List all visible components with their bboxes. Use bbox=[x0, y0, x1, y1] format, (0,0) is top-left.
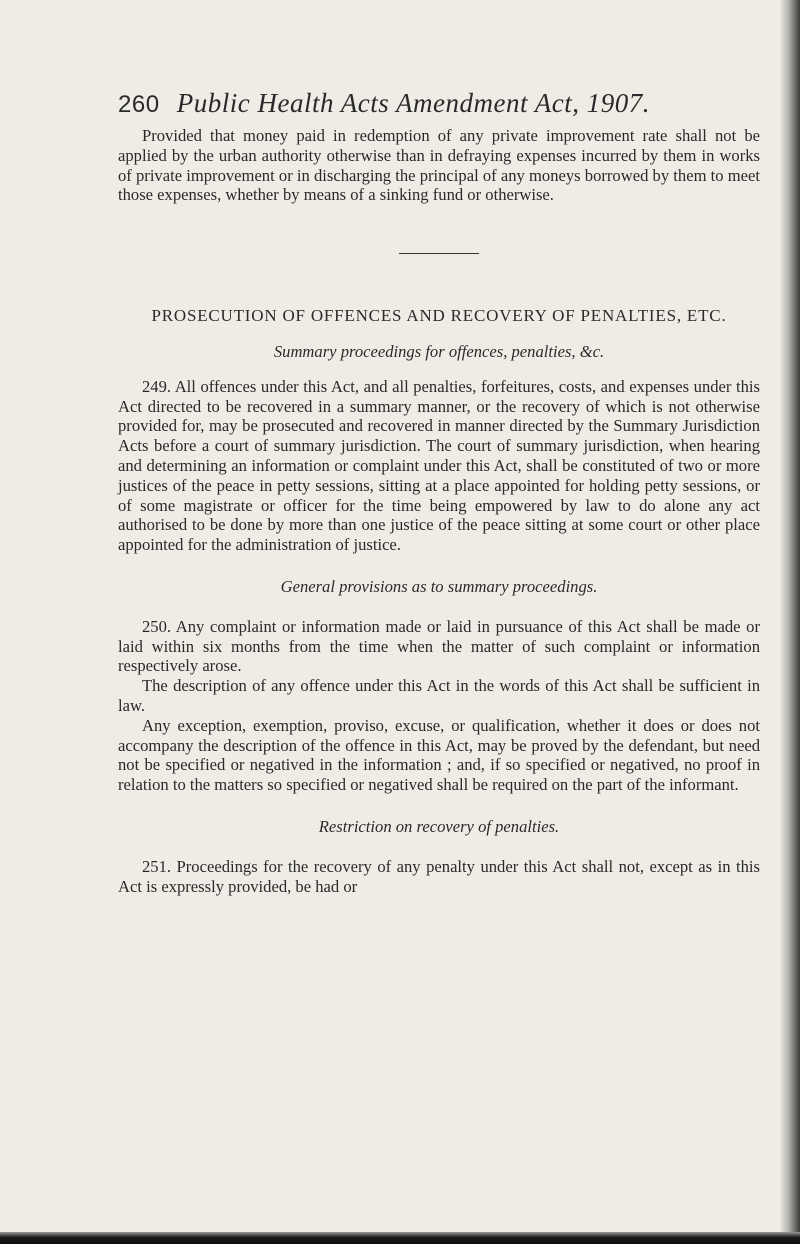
section-divider bbox=[118, 239, 760, 259]
page-body bbox=[118, 126, 760, 896]
page-number: 260 bbox=[118, 91, 160, 118]
page-header bbox=[118, 88, 758, 119]
section-249: 249. All offences under this Act, and all penalties, forfeitures, costs, and expenses under this Act directed to be recovered in a summary manner, or the recovery of which is not otherwise provided for, may be prosecuted and recovered in manner directed by the Summary Jurisdiction Acts before a court of summary jurisdiction. The court of summary jurisdiction, when hearing and determining an information or complaint under this Act, shall be constituted of two or more justices of the peace in petty sessions, sitting at a place appointed for holding petty sessions, or of some magistrate or officer for the time being empowered by law to do alone any act authorised to be done by more than one justice of the peace sitting at some court or other place appointed for the administration of justice. bbox=[118, 376, 760, 555]
running-title: Public Health Acts Amendment Act, 1907. bbox=[176, 88, 650, 118]
section-250-description: The description of any offence under this Act in the words of this Act shall be sufficient in law. bbox=[118, 676, 760, 715]
section-250-limitation: 250. Any complaint or information made or laid in pursuance of this Act shall be made or laid within six months from the time when the matter of such complaint or information respectively arose. bbox=[118, 616, 760, 676]
section-heading: PROSECUTION OF OFFENCES AND RECOVERY OF PENALTIES, ETC. bbox=[151, 305, 727, 325]
proviso-paragraph: Provided that money paid in redemption of any private improvement rate shall not be applied by the urban authority otherwise than in defraying expenses incurred by them in works of private improvement or in discharging the principal of any moneys borrowed by them to meet those expenses, whether by means of a sinking fund or otherwise. bbox=[118, 126, 760, 205]
section-250-exceptions: Any exception, exemption, proviso, excuse, or qualification, whether it does or does not accompany the description of the offence in this Act, may be proved by the defendant, but need not be specified or negatived in the information ; and, if so specified or negatived, no proof in relation to the matters so specified or negatived shall be required on the part of the informant. bbox=[118, 715, 760, 795]
subheading-general: General provisions as to summary proceedings. bbox=[280, 576, 598, 596]
section-251: 251. Proceedings for the recovery of any penalty under this Act shall not, except as in this Act is expressly provided, be had or bbox=[118, 856, 760, 896]
subheading-restriction: Restriction on recovery of penalties. bbox=[318, 816, 560, 836]
subheading-summary: Summary proceedings for offences, penalties, &c. bbox=[273, 341, 605, 361]
scan-bottom-border bbox=[0, 1232, 800, 1244]
book-edge-shadow bbox=[780, 0, 800, 1244]
